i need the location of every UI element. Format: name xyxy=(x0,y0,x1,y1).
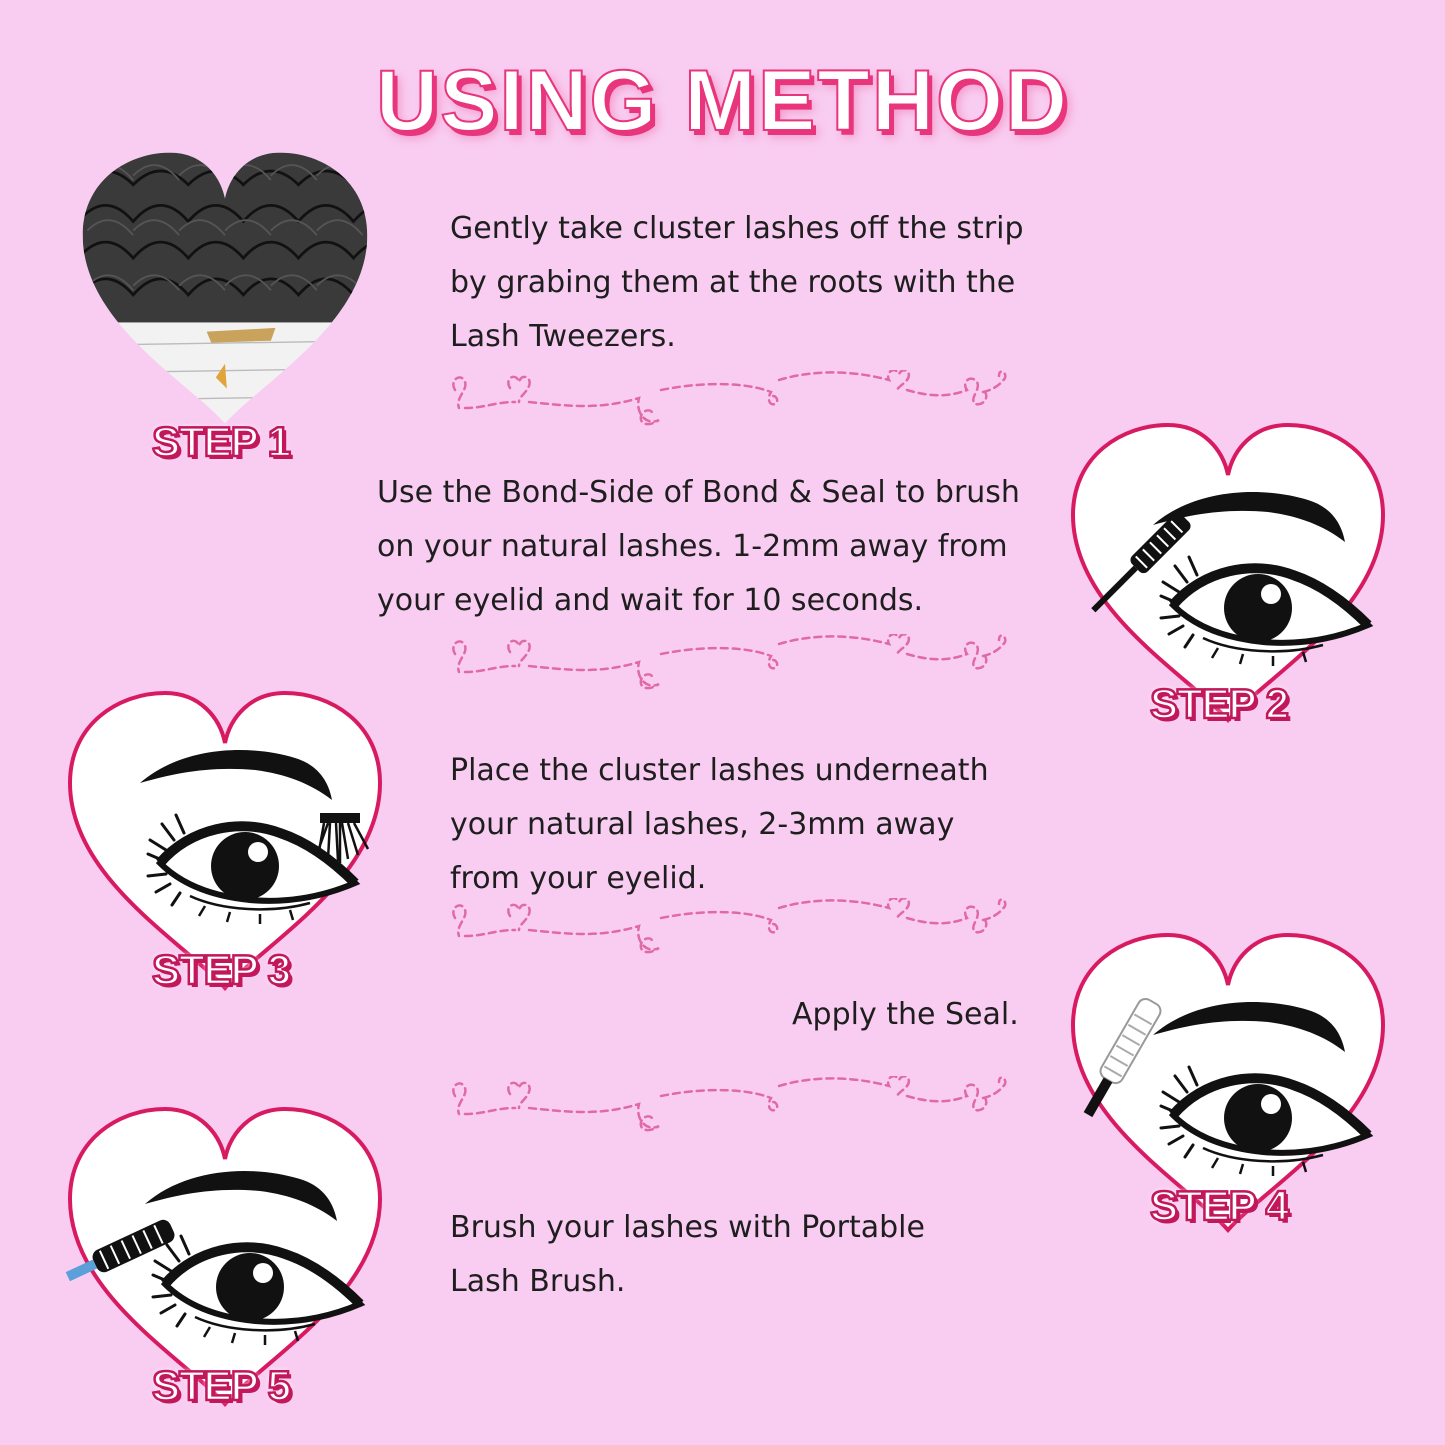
dashed-heart-divider xyxy=(445,1076,1025,1156)
step-2-line: Use the Bond-Side of Bond & Seal to brush xyxy=(377,475,1020,510)
step-1-line: Lash Tweezers. xyxy=(450,319,676,354)
dashed-heart-divider xyxy=(445,370,1025,450)
step-4-line: Apply the Seal. xyxy=(792,997,1019,1032)
step-3-text xyxy=(450,744,989,906)
step-1-text xyxy=(450,202,1024,364)
step-4-text xyxy=(792,988,1019,1042)
step-5-text xyxy=(450,1201,925,1309)
page-title: USING METHOD xyxy=(376,53,1069,149)
step-1-line: Gently take cluster lashes off the strip xyxy=(450,211,1024,246)
step-5-line: Brush your lashes with Portable xyxy=(450,1210,925,1245)
dashed-heart-divider xyxy=(445,634,1025,714)
step-5-line: Lash Brush. xyxy=(450,1264,626,1299)
lash-strip-heart-photo xyxy=(60,148,390,428)
step-2-label: STEP 2 xyxy=(1150,680,1288,727)
step-3-label: STEP 3 xyxy=(152,946,290,993)
step-1-label: STEP 1 xyxy=(152,418,290,465)
step-2-line: on your natural lashes. 1-2mm away from xyxy=(377,529,1008,564)
step-3-line: your natural lashes, 2-3mm away xyxy=(450,807,955,842)
step-3-line: Place the cluster lashes underneath xyxy=(450,753,989,788)
step-2-line: your eyelid and wait for 10 seconds. xyxy=(377,583,924,618)
step-2-text xyxy=(377,466,1020,628)
step-1-line: by grabing them at the roots with the xyxy=(450,265,1016,300)
step-5-label: STEP 5 xyxy=(152,1362,290,1409)
dashed-heart-divider xyxy=(445,898,1025,978)
step-4-label: STEP 4 xyxy=(1150,1182,1288,1229)
step-3-line: from your eyelid. xyxy=(450,861,707,896)
